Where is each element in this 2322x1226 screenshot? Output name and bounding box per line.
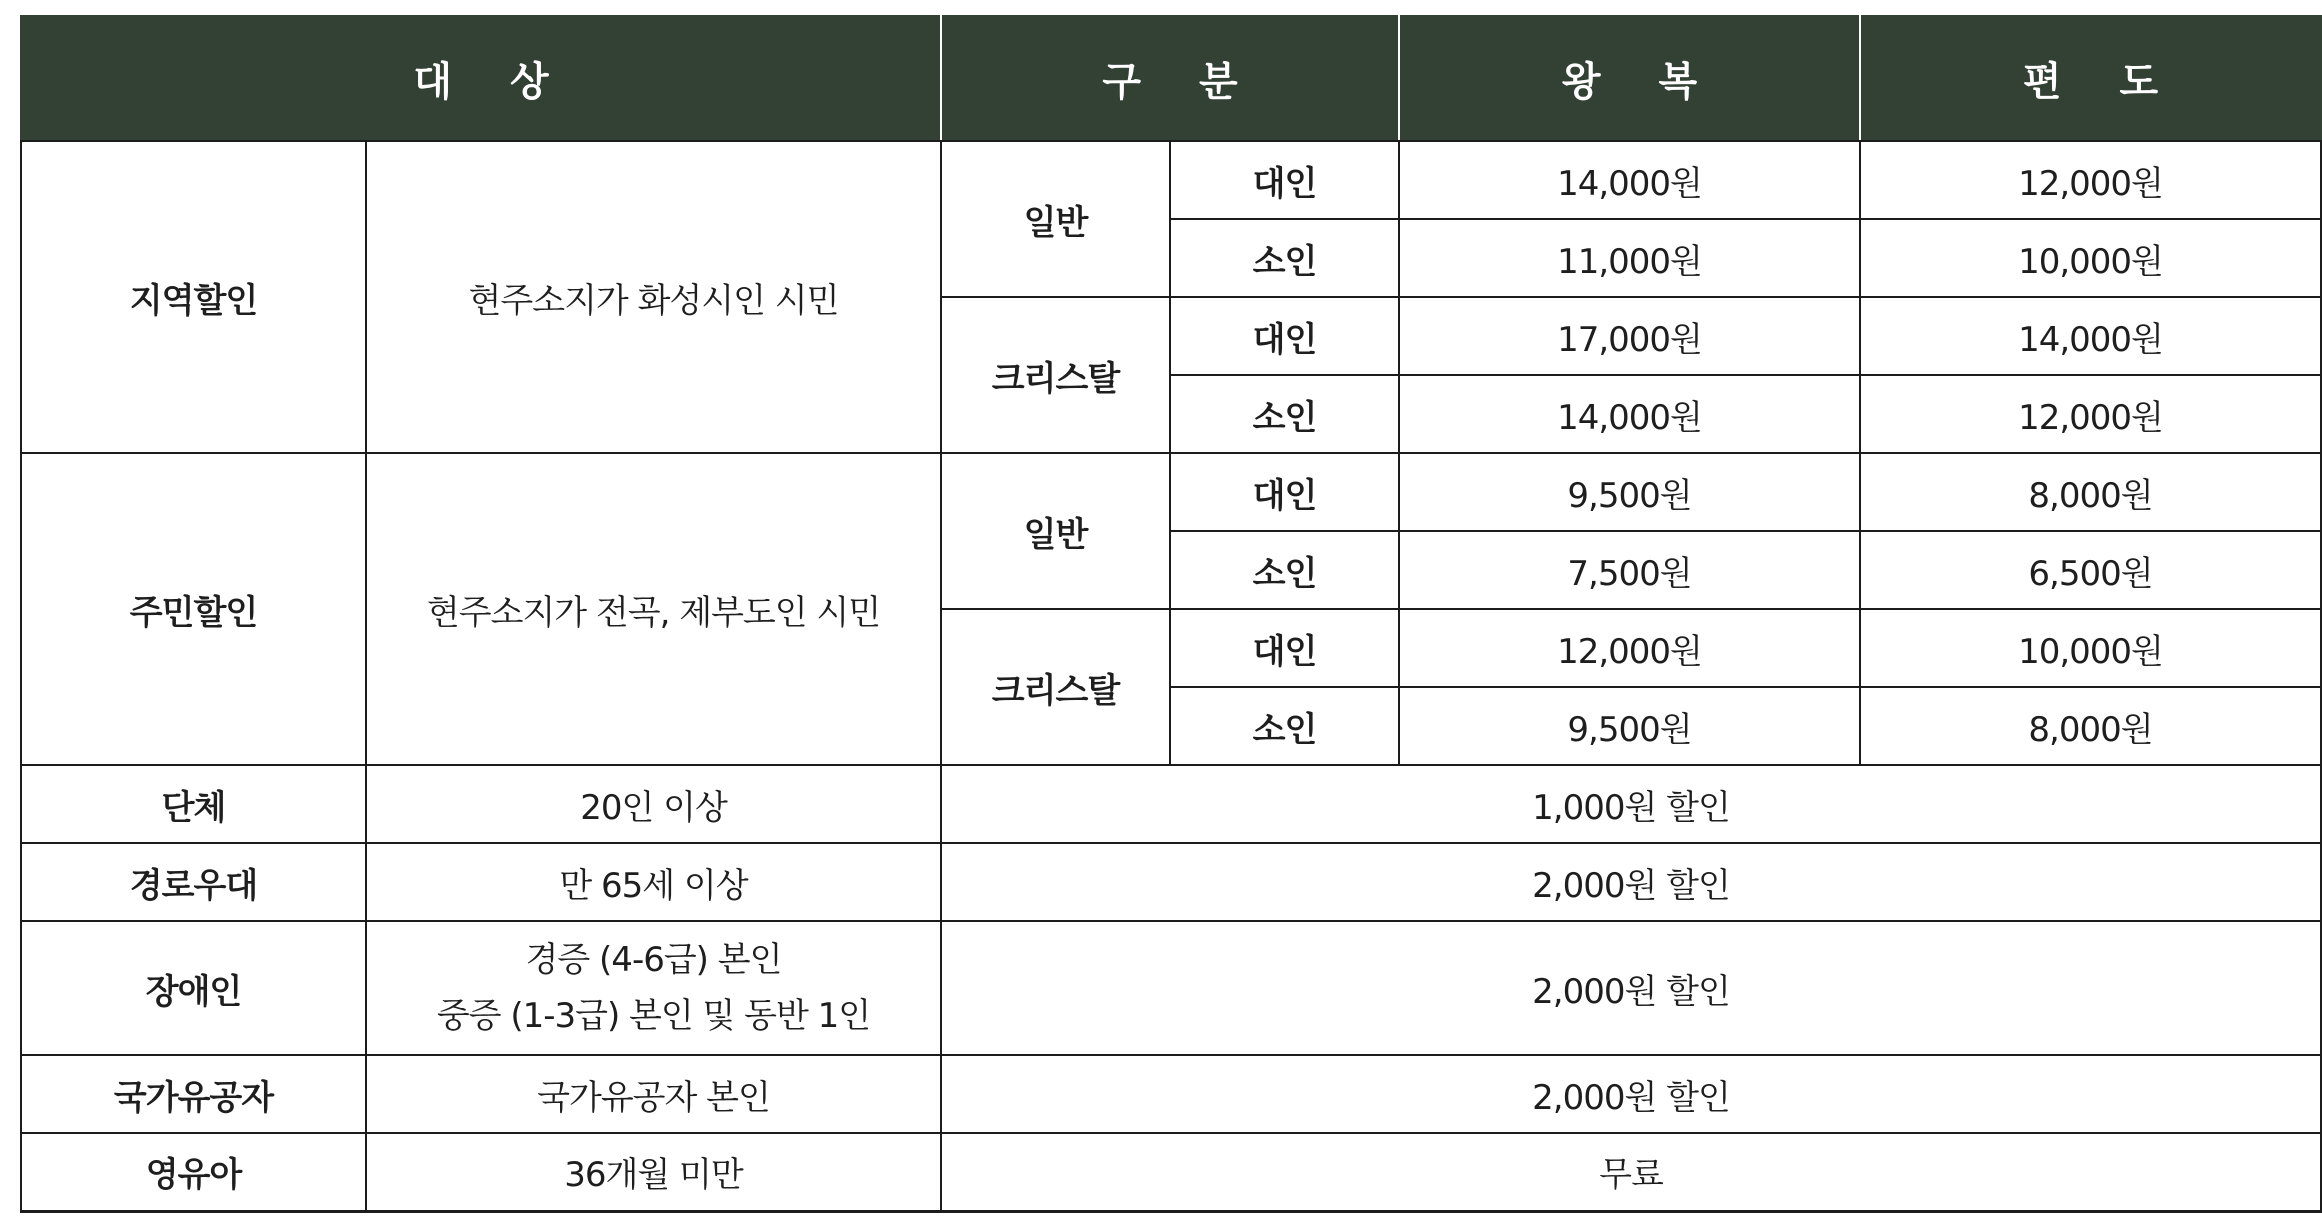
table-row [21,1055,2321,1133]
condition-line: 경증 (4-6급) 본인 [525,940,782,980]
round-trip-fare: 11,000원 [1399,219,1860,297]
regional-group-label: 일반 [941,141,1170,297]
discount-benefit: 2,000원 할인 [941,843,2321,921]
passenger-type: 소인 [1170,219,1399,297]
discount-name: 경로우대 [21,843,366,921]
table-header-row [21,16,2321,141]
one-way-fare: 12,000원 [1860,141,2321,219]
table-row [21,1133,2321,1211]
round-trip-fare: 14,000원 [1399,141,1860,219]
round-trip-fare: 14,000원 [1399,375,1860,453]
passenger-type: 대인 [1170,141,1399,219]
regional-name: 지역할인 [21,141,366,453]
discount-condition: 36개월 미만 [366,1133,941,1211]
resident-group-label: 크리스탈 [941,609,1170,765]
one-way-fare: 8,000원 [1860,687,2321,765]
discount-condition: 만 65세 이상 [366,843,941,921]
one-way-fare: 10,000원 [1860,609,2321,687]
one-way-fare: 6,500원 [1860,531,2321,609]
discount-benefit: 2,000원 할인 [941,1055,2321,1133]
table-row [21,453,2321,531]
resident-group-label: 일반 [941,453,1170,609]
header-round-trip: 왕 복 [1399,16,1860,141]
discount-condition: 국가유공자 본인 [366,1055,941,1133]
passenger-type: 대인 [1170,609,1399,687]
passenger-type: 대인 [1170,297,1399,375]
one-way-fare: 12,000원 [1860,375,2321,453]
discount-benefit: 1,000원 할인 [941,765,2321,843]
fare-discount-table [20,15,2322,1213]
condition-line: 중증 (1-3급) 본인 및 동반 1인 [436,996,871,1036]
one-way-fare: 8,000원 [1860,453,2321,531]
one-way-fare: 10,000원 [1860,219,2321,297]
passenger-type: 소인 [1170,375,1399,453]
regional-group-label: 크리스탈 [941,297,1170,453]
resident-description: 현주소지가 전곡, 제부도인 시민 [366,453,941,765]
table-row [21,765,2321,843]
table-row [21,141,2321,219]
round-trip-fare: 9,500원 [1399,453,1860,531]
discount-benefit: 무료 [941,1133,2321,1211]
passenger-type: 대인 [1170,453,1399,531]
table-row [21,843,2321,921]
round-trip-fare: 17,000원 [1399,297,1860,375]
one-way-fare: 14,000원 [1860,297,2321,375]
discount-name: 국가유공자 [21,1055,366,1133]
discount-condition [366,921,941,1055]
discount-condition: 20인 이상 [366,765,941,843]
round-trip-fare: 7,500원 [1399,531,1860,609]
regional-description: 현주소지가 화성시인 시민 [366,141,941,453]
round-trip-fare: 12,000원 [1399,609,1860,687]
resident-name: 주민할인 [21,453,366,765]
header-target: 대 상 [21,16,941,141]
header-one-way: 편 도 [1860,16,2321,141]
round-trip-fare: 9,500원 [1399,687,1860,765]
passenger-type: 소인 [1170,687,1399,765]
discount-name: 단체 [21,765,366,843]
discount-benefit: 2,000원 할인 [941,921,2321,1055]
header-category: 구 분 [941,16,1399,141]
table-row [21,921,2321,1055]
discount-name: 장애인 [21,921,366,1055]
passenger-type: 소인 [1170,531,1399,609]
discount-name: 영유아 [21,1133,366,1211]
